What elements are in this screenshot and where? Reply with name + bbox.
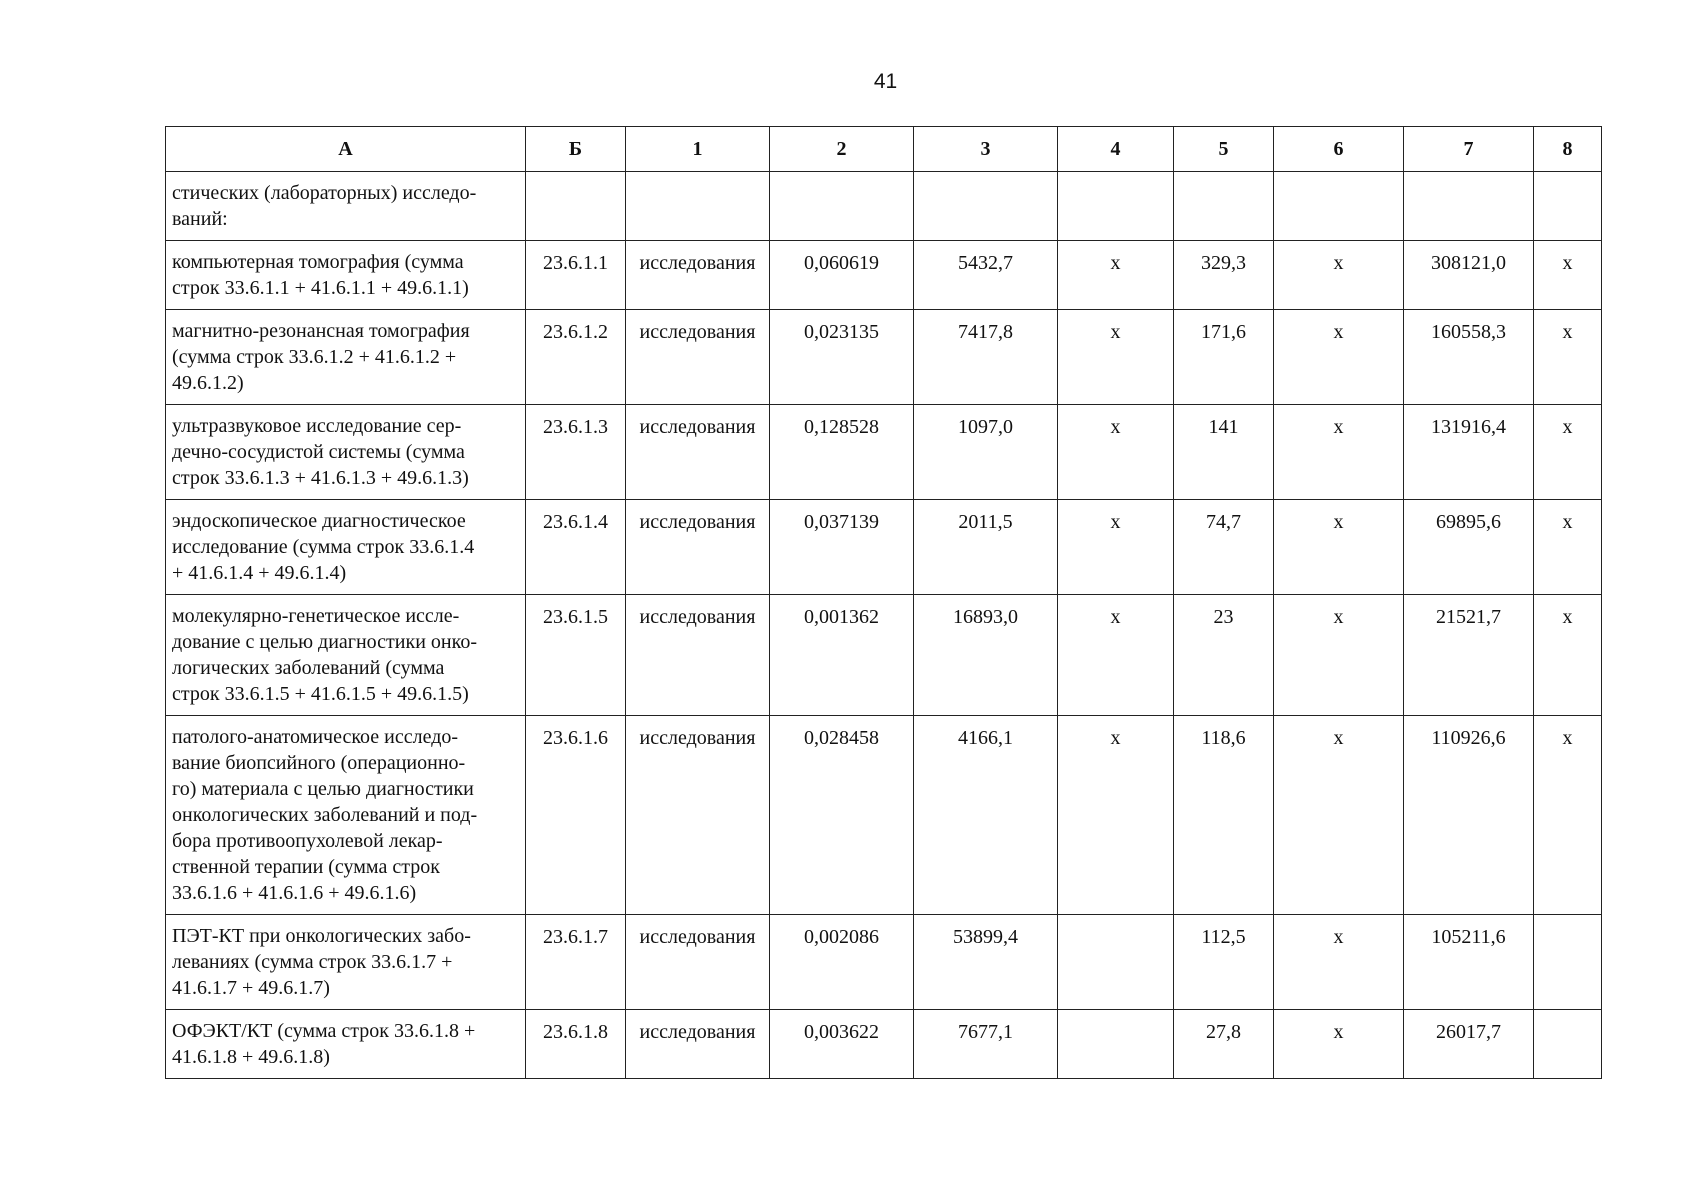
cell-col-6 <box>1274 172 1404 241</box>
cell-col-7: 21521,7 <box>1404 595 1534 716</box>
header-col-4: 4 <box>1058 127 1174 172</box>
cell-row-code: 23.6.1.3 <box>526 405 626 500</box>
cell-col-6: х <box>1274 595 1404 716</box>
cell-col-2: 0,128528 <box>770 405 914 500</box>
cell-col-3: 16893,0 <box>914 595 1058 716</box>
cell-description: эндоскопическое диагностическое исследование (сумма строк 33.6.1.4 + 41.6.1.4 + 49.6.1.4) <box>166 500 526 595</box>
cell-col-3 <box>914 172 1058 241</box>
cell-col-6: х <box>1274 1010 1404 1079</box>
cell-col-5: 118,6 <box>1174 716 1274 915</box>
table-row <box>166 595 1602 716</box>
header-col-b: Б <box>526 127 626 172</box>
table-row <box>166 915 1602 1010</box>
cell-col-7: 131916,4 <box>1404 405 1534 500</box>
cell-col-3: 1097,0 <box>914 405 1058 500</box>
cell-description: стических (лабораторных) исследо- ваний: <box>166 172 526 241</box>
cell-col-4: х <box>1058 500 1174 595</box>
cell-unit: исследования <box>626 310 770 405</box>
cell-col-8 <box>1534 915 1602 1010</box>
cell-col-7: 308121,0 <box>1404 241 1534 310</box>
cell-col-5 <box>1174 172 1274 241</box>
table-row <box>166 172 1602 241</box>
cell-unit: исследования <box>626 1010 770 1079</box>
cell-col-4: х <box>1058 241 1174 310</box>
cell-description: компьютерная томография (сумма строк 33.6.1.1 + 41.6.1.1 + 49.6.1.1) <box>166 241 526 310</box>
header-row <box>166 127 1602 172</box>
cell-col-2: 0,001362 <box>770 595 914 716</box>
cell-col-5: 23 <box>1174 595 1274 716</box>
cell-col-3: 53899,4 <box>914 915 1058 1010</box>
cell-col-6: х <box>1274 405 1404 500</box>
cell-col-6: х <box>1274 241 1404 310</box>
cell-col-7: 105211,6 <box>1404 915 1534 1010</box>
cell-description: патолого-анатомическое исследо- вание биопсийного (операционно- го) материала с целью диагностики онкологических заболеваний и под- бора противоопухолевой лекар- ственной терапии (сумма строк 33.6.1.6 + 41.6.1.6 + 49.6.1.6) <box>166 716 526 915</box>
cell-unit: исследования <box>626 500 770 595</box>
cell-unit: исследования <box>626 716 770 915</box>
cell-col-7: 110926,6 <box>1404 716 1534 915</box>
cell-col-4 <box>1058 172 1174 241</box>
cell-col-5: 74,7 <box>1174 500 1274 595</box>
cell-description: магнитно-резонансная томография (сумма строк 33.6.1.2 + 41.6.1.2 + 49.6.1.2) <box>166 310 526 405</box>
cell-unit: исследования <box>626 915 770 1010</box>
table-row <box>166 716 1602 915</box>
header-col-6: 6 <box>1274 127 1404 172</box>
cell-description: ультразвуковое исследование сер- дечно-сосудистой системы (сумма строк 33.6.1.3 + 41.6.1.3 + 49.6.1.3) <box>166 405 526 500</box>
header-col-1: 1 <box>626 127 770 172</box>
cell-col-6: х <box>1274 500 1404 595</box>
cell-col-6: х <box>1274 915 1404 1010</box>
cell-col-3: 7677,1 <box>914 1010 1058 1079</box>
cell-col-4 <box>1058 1010 1174 1079</box>
cell-row-code: 23.6.1.7 <box>526 915 626 1010</box>
cell-col-7 <box>1404 172 1534 241</box>
cell-col-8 <box>1534 1010 1602 1079</box>
cell-col-6: х <box>1274 716 1404 915</box>
cell-row-code: 23.6.1.2 <box>526 310 626 405</box>
cell-row-code: 23.6.1.4 <box>526 500 626 595</box>
cell-unit: исследования <box>626 241 770 310</box>
cell-unit <box>626 172 770 241</box>
table-row <box>166 405 1602 500</box>
cell-col-8: х <box>1534 716 1602 915</box>
table-row <box>166 241 1602 310</box>
cell-col-7: 160558,3 <box>1404 310 1534 405</box>
cell-description: ОФЭКТ/КТ (сумма строк 33.6.1.8 + 41.6.1.8 + 49.6.1.8) <box>166 1010 526 1079</box>
header-col-7: 7 <box>1404 127 1534 172</box>
cell-col-8: х <box>1534 310 1602 405</box>
header-col-2: 2 <box>770 127 914 172</box>
cell-col-4 <box>1058 915 1174 1010</box>
header-col-a: А <box>166 127 526 172</box>
cell-col-8: х <box>1534 500 1602 595</box>
page-number: 41 <box>873 70 898 93</box>
cell-col-3: 2011,5 <box>914 500 1058 595</box>
cell-col-8: х <box>1534 595 1602 716</box>
cell-col-6: х <box>1274 310 1404 405</box>
header-col-3: 3 <box>914 127 1058 172</box>
cell-col-5: 171,6 <box>1174 310 1274 405</box>
cell-col-2: 0,002086 <box>770 915 914 1010</box>
statistics-table <box>165 126 1602 1079</box>
cell-unit: исследования <box>626 405 770 500</box>
cell-col-3: 5432,7 <box>914 241 1058 310</box>
cell-col-7: 26017,7 <box>1404 1010 1534 1079</box>
cell-col-5: 27,8 <box>1174 1010 1274 1079</box>
cell-col-5: 141 <box>1174 405 1274 500</box>
cell-col-4: х <box>1058 405 1174 500</box>
cell-col-2: 0,060619 <box>770 241 914 310</box>
cell-col-2: 0,023135 <box>770 310 914 405</box>
cell-description: ПЭТ-КТ при онкологических забо- леваниях (сумма строк 33.6.1.7 + 41.6.1.7 + 49.6.1.7) <box>166 915 526 1010</box>
cell-col-2: 0,037139 <box>770 500 914 595</box>
cell-col-4: х <box>1058 595 1174 716</box>
header-col-8: 8 <box>1534 127 1602 172</box>
cell-col-8 <box>1534 172 1602 241</box>
cell-row-code <box>526 172 626 241</box>
cell-col-2: 0,003622 <box>770 1010 914 1079</box>
table-row <box>166 1010 1602 1079</box>
table-body <box>166 172 1602 1079</box>
cell-col-8: х <box>1534 241 1602 310</box>
cell-row-code: 23.6.1.8 <box>526 1010 626 1079</box>
cell-col-2 <box>770 172 914 241</box>
cell-col-4: х <box>1058 310 1174 405</box>
cell-col-3: 7417,8 <box>914 310 1058 405</box>
cell-col-5: 329,3 <box>1174 241 1274 310</box>
table-row <box>166 500 1602 595</box>
cell-row-code: 23.6.1.1 <box>526 241 626 310</box>
cell-col-8: х <box>1534 405 1602 500</box>
cell-col-2: 0,028458 <box>770 716 914 915</box>
cell-col-3: 4166,1 <box>914 716 1058 915</box>
cell-col-7: 69895,6 <box>1404 500 1534 595</box>
cell-col-5: 112,5 <box>1174 915 1274 1010</box>
header-col-5: 5 <box>1174 127 1274 172</box>
cell-row-code: 23.6.1.6 <box>526 716 626 915</box>
cell-unit: исследования <box>626 595 770 716</box>
cell-col-4: х <box>1058 716 1174 915</box>
table-row <box>166 310 1602 405</box>
cell-row-code: 23.6.1.5 <box>526 595 626 716</box>
cell-description: молекулярно-генетическое иссле- дование с целью диагностики онко- логических заболеваний (сумма строк 33.6.1.5 + 41.6.1.5 + 49.6.1.5) <box>166 595 526 716</box>
